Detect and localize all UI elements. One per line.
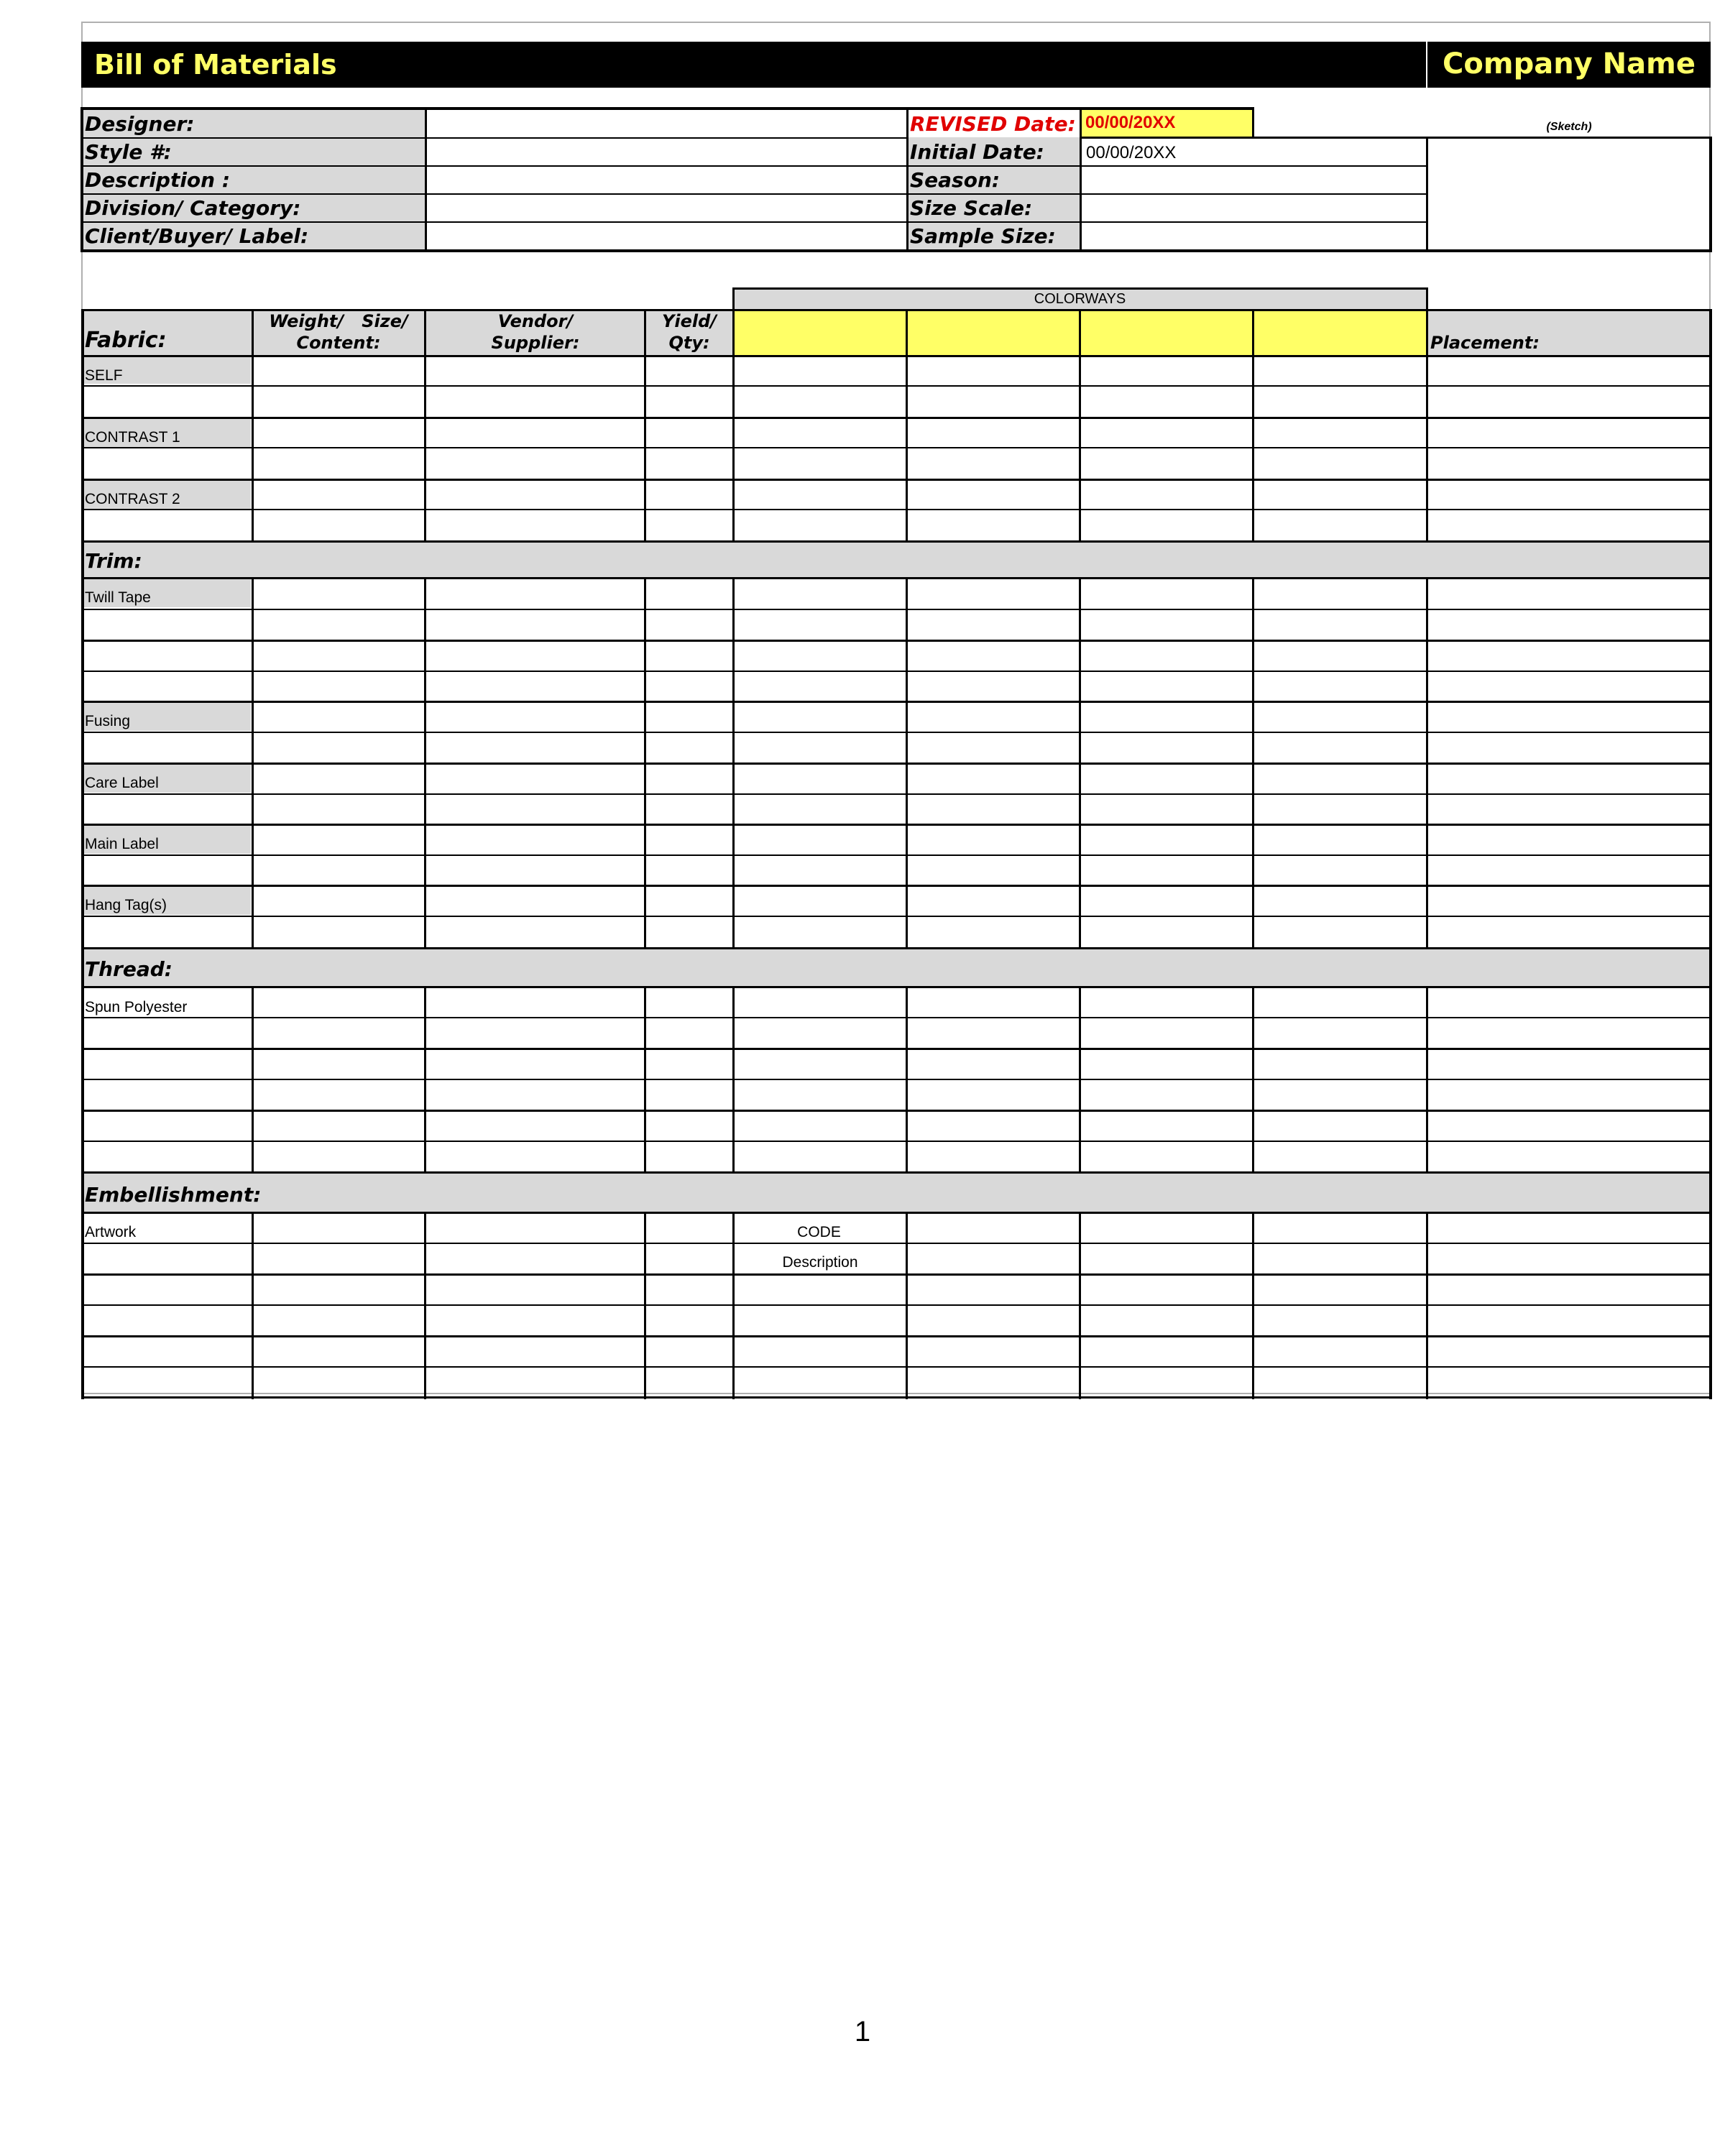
grid-rule — [81, 1110, 1711, 1112]
item-care-label: Care Label — [85, 775, 159, 791]
grid-edge — [81, 1171, 84, 1213]
item-fusing: Fusing — [85, 713, 131, 729]
grid-rule — [81, 1048, 1711, 1050]
grid-column-rule — [1709, 1212, 1712, 1399]
item-contrast-1: CONTRAST 1 — [85, 429, 180, 446]
weight-header-line1: Weight/ Size/ — [269, 311, 408, 331]
sample-size-label: Sample Size: — [910, 224, 1056, 248]
revised-date-label: REVISED Date: — [910, 112, 1076, 136]
grid-rule — [81, 479, 1711, 481]
grid-rule — [81, 885, 1711, 887]
item-hang-tags: Hang Tag(s) — [85, 897, 167, 913]
grid-rule-thin — [81, 793, 1711, 795]
grid-column-rule — [1709, 309, 1712, 542]
weight-header-line2: Content: — [296, 333, 381, 353]
yield-header-line2: Qty: — [668, 333, 710, 353]
season-label: Season: — [910, 168, 1000, 192]
grid-rule — [81, 355, 1711, 357]
style-label: Style #: — [85, 140, 172, 164]
grid-column-rule — [252, 1212, 254, 1399]
season-field[interactable] — [1082, 167, 1426, 193]
grid-rule — [81, 540, 1711, 543]
grid-column-rule — [1079, 986, 1081, 1173]
grid-column-rule — [252, 577, 254, 949]
grid-rule-thin — [81, 447, 1711, 448]
size-scale-label: Size Scale: — [910, 196, 1033, 220]
item-code: CODE — [797, 1224, 841, 1240]
grid-column-rule — [644, 577, 646, 949]
embellishment-section-label: Embellishment: — [85, 1183, 262, 1207]
grid-rule-thin — [81, 732, 1711, 733]
grid-column-rule — [1252, 577, 1254, 949]
grid-column-rule — [1426, 1212, 1428, 1399]
item-artwork: Artwork — [85, 1224, 137, 1240]
grid-column-rule — [252, 309, 254, 542]
grid-column-rule — [1079, 577, 1081, 949]
vendor-header-line1: Vendor/ — [497, 311, 574, 331]
grid-rule — [81, 1396, 1711, 1399]
grid-rule-thin — [81, 854, 1711, 856]
revised-date-field[interactable] — [1081, 109, 1252, 137]
grid-column-rule — [1252, 1212, 1254, 1399]
grid-rule — [81, 417, 1711, 419]
item-twill-tape: Twill Tape — [85, 589, 151, 606]
grid-column-rule — [1709, 986, 1712, 1173]
placement-header-label: Placement: — [1430, 333, 1540, 353]
grid-column-rule — [906, 986, 908, 1173]
client-label: Client/Buyer/ Label: — [85, 224, 309, 248]
embellishment-section-band — [83, 1173, 1711, 1212]
company-name-box — [1427, 42, 1711, 88]
sample-size-field[interactable] — [1082, 223, 1426, 249]
grid-column-rule — [81, 986, 84, 1173]
grid-rule — [81, 1273, 1711, 1276]
grid-rule-thin — [81, 916, 1711, 917]
item-description: Description — [782, 1254, 858, 1271]
grid-edge — [81, 947, 84, 987]
title-bar — [81, 42, 1426, 88]
vendor-header — [426, 310, 645, 354]
description-field[interactable] — [427, 167, 906, 193]
grid-column-rule — [424, 986, 426, 1173]
grid-column-rule — [1709, 577, 1712, 949]
grid-rule-thin — [81, 1366, 1711, 1368]
yield-header — [645, 310, 733, 354]
item-main-label: Main Label — [85, 836, 159, 852]
division-field[interactable] — [427, 195, 906, 221]
yield-header-line1: Yield/ — [661, 311, 717, 331]
grid-rule — [81, 577, 1711, 579]
grid-rule-thin — [81, 1079, 1711, 1080]
company-name: Company Name — [1443, 47, 1696, 80]
grid-column-rule — [906, 577, 908, 949]
designer-field[interactable] — [427, 110, 906, 137]
thread-section-label: Thread: — [85, 957, 172, 981]
grid-column-rule — [644, 309, 646, 542]
grid-rule-thin — [81, 1017, 1711, 1018]
sketch-area[interactable] — [1428, 139, 1709, 249]
grid-rule — [81, 763, 1711, 765]
grid-column-rule — [1426, 309, 1428, 542]
colorways-header — [734, 289, 1426, 309]
trim-section-band — [83, 541, 1711, 577]
grid-column-rule — [906, 309, 908, 542]
thread-section-band — [83, 948, 1711, 987]
grid-rule — [81, 640, 1711, 642]
grid-rule — [81, 309, 1711, 311]
sketch-label: (Sketch) — [1546, 121, 1592, 133]
grid-rule-thin — [81, 1141, 1711, 1142]
initial-date-field[interactable] — [1082, 139, 1426, 165]
grid-column-rule — [81, 577, 84, 949]
revised-date-value: 00/00/20XX — [1085, 113, 1176, 132]
initial-date-value: 00/00/20XX — [1086, 143, 1177, 162]
grid-column-rule — [424, 309, 426, 542]
item-self: SELF — [85, 367, 123, 384]
grid-column-rule — [424, 577, 426, 949]
grid-rule — [81, 1212, 1711, 1214]
grid-column-rule — [732, 577, 735, 949]
grid-column-rule — [252, 986, 254, 1173]
grid-edge — [1709, 540, 1712, 579]
grid-rule — [81, 701, 1711, 703]
grid-column-rule — [1252, 309, 1254, 542]
grid-column-rule — [1252, 986, 1254, 1173]
grid-column-rule — [644, 1212, 646, 1399]
grid-rule — [81, 986, 1711, 988]
grid-column-rule — [1426, 986, 1428, 1173]
trim-section-label: Trim: — [85, 549, 142, 573]
grid-edge — [1709, 947, 1712, 987]
weight-header — [253, 310, 424, 354]
item-spun-polyester: Spun Polyester — [85, 999, 188, 1015]
grid-column-rule — [732, 1212, 735, 1399]
division-label: Division/ Category: — [85, 196, 301, 220]
grid-rule-thin — [81, 1243, 1711, 1244]
size-scale-field[interactable] — [1082, 195, 1426, 221]
grid-edge — [1709, 1171, 1712, 1213]
grid-rule-thin — [81, 385, 1711, 387]
grid-column-rule — [906, 1212, 908, 1399]
vendor-header-line2: Supplier: — [491, 333, 580, 353]
grid-column-rule — [424, 1212, 426, 1399]
grid-rule-thin — [81, 671, 1711, 672]
grid-rule-thin — [81, 509, 1711, 510]
grid-column-rule — [732, 986, 735, 1173]
item-contrast-2: CONTRAST 2 — [85, 491, 180, 507]
designer-label: Designer: — [85, 112, 195, 136]
grid-rule-thin — [81, 1304, 1711, 1306]
initial-date-label: Initial Date: — [910, 140, 1044, 164]
description-label: Description : — [85, 168, 231, 192]
client-field[interactable] — [427, 223, 906, 249]
grid-rule — [81, 1171, 1711, 1174]
page-number: 1 — [854, 2016, 871, 2047]
grid-rule — [81, 1335, 1711, 1337]
fabric-header: Fabric: — [85, 328, 167, 353]
style-field[interactable] — [427, 139, 906, 165]
grid-edge — [81, 540, 84, 579]
grid-rule — [81, 824, 1711, 826]
grid-column-rule — [1426, 577, 1428, 949]
colorways-label: COLORWAYS — [1034, 291, 1126, 307]
grid-column-rule — [1079, 1212, 1081, 1399]
grid-column-rule — [81, 309, 84, 542]
grid-column-rule — [732, 309, 735, 542]
grid-column-rule — [644, 986, 646, 1173]
document-title: Bill of Materials — [94, 49, 337, 80]
grid-column-rule — [81, 1212, 84, 1399]
grid-rule — [81, 947, 1711, 949]
grid-rule-thin — [81, 609, 1711, 610]
grid-column-rule — [1079, 309, 1081, 542]
